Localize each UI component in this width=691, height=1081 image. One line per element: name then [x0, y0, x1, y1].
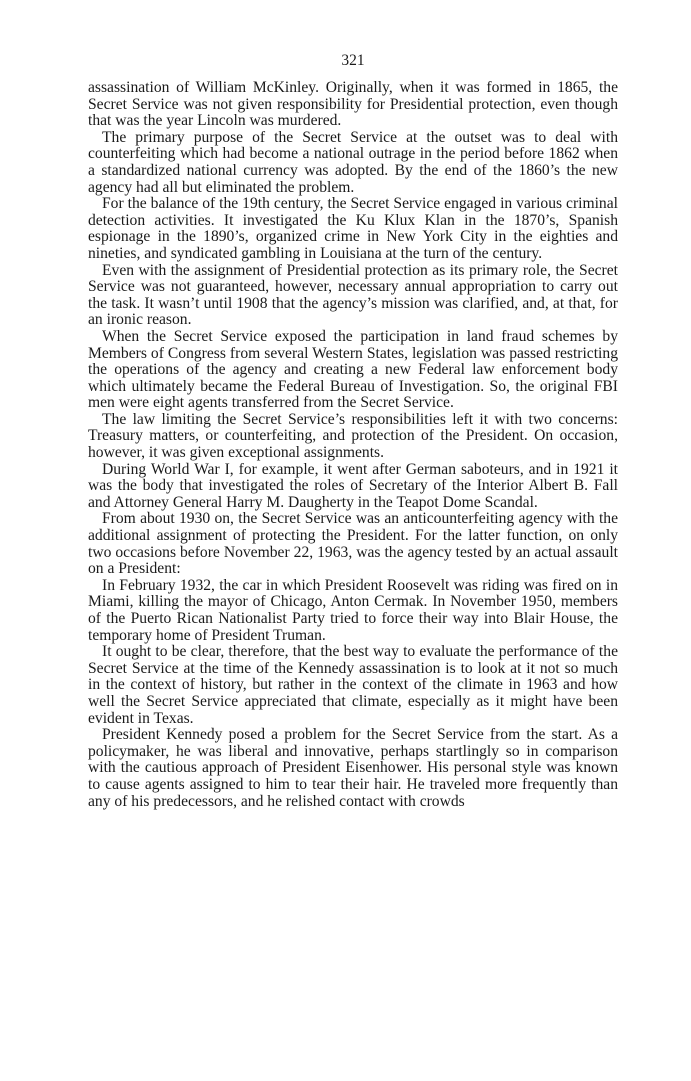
paragraph-1: assassination of William McKinley. Originally, when it was formed in 1865, the Secret Service was not given responsibility for Presidential protection, even though that was the year Lincoln was murdered.: [88, 79, 618, 130]
paragraph-8: From about 1930 on, the Secret Service was an anticounterfeiting agency with the additional assignment of protecting the President. For the latter function, on only two occasions before November 22, 1963, was the agency tested by an actual assault on a President:: [88, 510, 618, 578]
paragraph-11: President Kennedy posed a problem for the Secret Service from the start. As a policymaker, he was liberal and innovative, perhaps startlingly so in comparison with the cautious approach of President Eisenhower. His personal style was known to cause agents assigned to him to tear their hair. He traveled more frequently than any of his predecessors, and he relished contact with crowds: [88, 726, 618, 810]
body-text: [88, 80, 618, 810]
paragraph-10: It ought to be clear, therefore, that the best way to evaluate the performance of the Secret Service at the time of the Kennedy assassination is to look at it not so much in the context of history, but rather in the context of the climate in 1963 and how well the Secret Service appreciated that climate, especially as it might have been evident in Texas.: [88, 643, 618, 727]
paragraph-6: The law limiting the Secret Service’s responsibilities left it with two concerns: Treasury matters, or counterfeiting, and protection of the President. On occasion, however, it was given exceptional assignments.: [88, 410, 618, 462]
paragraph-5: When the Secret Service exposed the participation in land fraud schemes by Members of Congress from several Western States, legislation was passed restricting the operations of the agency and creating a new Federal law enforcement body which ultimately became the Federal Bureau of Investigation. So, the original FBI men were eight agents transferred from the Secret Service.: [88, 327, 618, 412]
page-number: 321: [341, 52, 365, 69]
paragraph-4: Even with the assignment of Presidential protection as its primary role, the Secret Service was not guaranteed, however, necessary annual appropriation to carry out the task. It wasn’t until 1908 that the agency’s mission was clarified, and, at that, for an ironic reason.: [88, 261, 618, 329]
paragraph-3: For the balance of the 19th century, the Secret Service engaged in various criminal detection activities. It investigated the Ku Klux Klan in the 1870’s, Spanish espionage in the 1890’s, organized crime in New York City in the eighties and nineties, and syndicated gambling in Louisiana at the turn of the century.: [88, 195, 618, 262]
paragraph-9: In February 1932, the car in which President Roosevelt was riding was fired on in Miami, killing the mayor of Chicago, Anton Cermak. In November 1950, members of the Puerto Rican Nationalist Party tried to force their way into Blair House, the temporary home of President Truman.: [88, 576, 618, 644]
paragraph-7: During World War I, for example, it went after German saboteurs, and in 1921 it was the body that investigated the roles of Secretary of the Interior Albert B. Fall and Attorney General Harry M. Daugherty in the Teapot Dome Scandal.: [88, 460, 618, 511]
paragraph-2: The primary purpose of the Secret Service at the outset was to deal with counterfeiting which had become a national outrage in the period before 1862 when a standardized national currency was adopted. By the end of the 1860’s the new agency had all but eliminated the problem.: [88, 128, 618, 196]
